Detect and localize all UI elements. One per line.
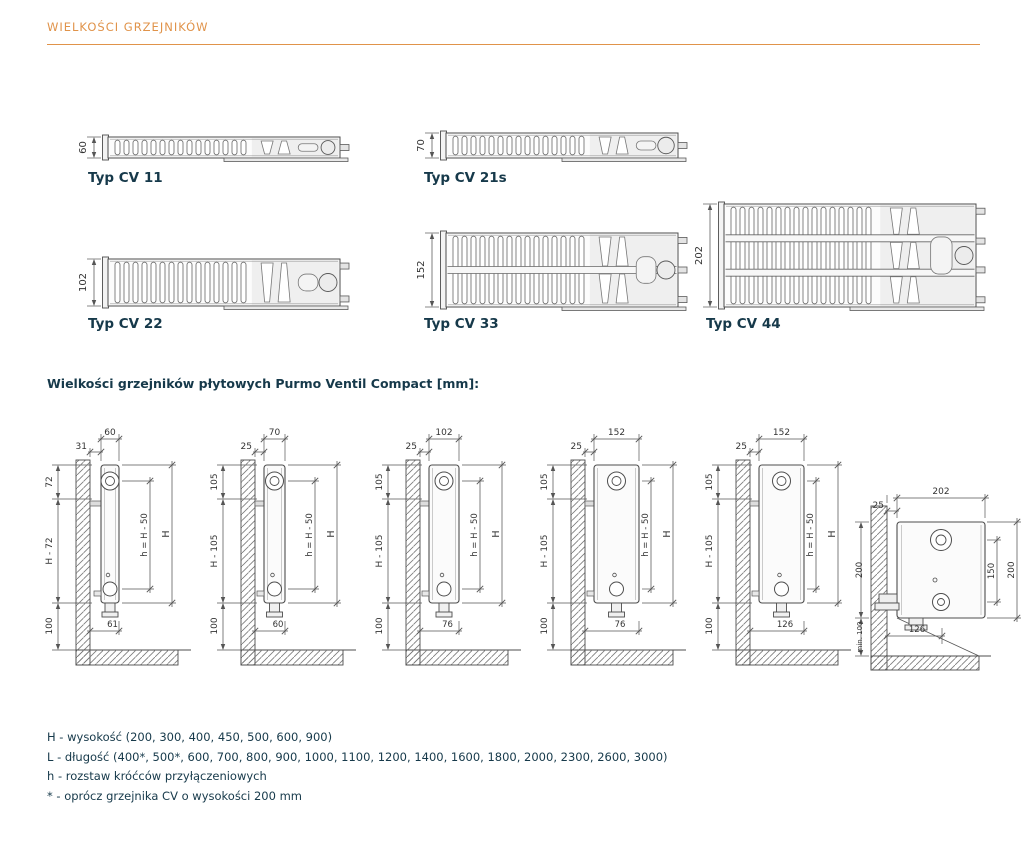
convector-fin <box>241 262 246 303</box>
connection-circle <box>657 261 675 279</box>
title-rule <box>47 44 980 45</box>
cross-section-cv11 <box>72 131 356 168</box>
dim-label: 150 <box>987 562 997 580</box>
top-connection-circle <box>608 472 626 490</box>
convector-fin <box>151 140 156 155</box>
dim-label: H - 105 <box>375 534 385 568</box>
dim-arrow <box>221 465 225 471</box>
return-stub <box>257 591 264 596</box>
dim-label: H <box>662 530 673 538</box>
dim-label: 152 <box>607 428 626 438</box>
dim-label: 25 <box>872 501 884 511</box>
dim-arrow <box>716 644 720 650</box>
valve-body <box>879 594 897 603</box>
legend <box>47 728 668 806</box>
dim-arrow <box>221 644 225 650</box>
convector-fin <box>776 207 781 304</box>
convector-fin <box>579 136 584 155</box>
convector-fin <box>223 140 228 155</box>
hub-shape <box>298 274 318 291</box>
wall-bracket <box>750 501 759 506</box>
dim-arrow <box>716 465 720 471</box>
convector-fin <box>471 136 476 155</box>
convector-fin <box>516 136 521 155</box>
wall-bracket <box>585 501 594 506</box>
wall-hatch <box>76 460 90 665</box>
type-label-cv33: Typ CV 33 <box>424 316 499 332</box>
dim-arrow <box>708 301 712 307</box>
dim-label: 100 <box>45 617 55 635</box>
dim-label: 72 <box>45 476 55 488</box>
dim-arrow <box>386 493 390 499</box>
wall-hatch <box>571 460 585 665</box>
convector-fin <box>489 136 494 155</box>
dim-arrow <box>56 597 60 603</box>
legend-line-asterisk: * - oprócz grzejnika CV o wysokości 200 mm <box>47 788 302 803</box>
dim-arrow <box>92 259 96 265</box>
legend-line-height: H - wysokość (200, 300, 400, 450, 500, 600, 900) <box>47 730 333 744</box>
dim-label: 60 <box>272 620 284 630</box>
dim-label: h = H - 50 <box>305 513 315 557</box>
convector-fin <box>866 207 871 304</box>
top-connection-circle <box>101 472 119 490</box>
convector-fin <box>187 262 192 303</box>
convector-fin <box>115 140 120 155</box>
dim-label: 70 <box>416 139 427 152</box>
top-connection-circle <box>266 472 284 490</box>
convector-fin <box>525 136 530 155</box>
floor-hatch <box>571 650 673 665</box>
return-stub <box>752 591 759 596</box>
dim-label: H - 72 <box>45 537 55 565</box>
dim-arrow <box>56 603 60 609</box>
wall-hatch <box>736 460 750 665</box>
convector-fin <box>133 262 138 303</box>
type-label-cv44: Typ CV 44 <box>706 316 781 332</box>
dim-arrow <box>551 499 555 505</box>
dim-label: 105 <box>705 473 715 491</box>
hub-shape <box>931 237 952 274</box>
convector-fin <box>552 136 557 155</box>
hub-shape <box>636 141 656 150</box>
dim-label: 152 <box>416 260 427 280</box>
side-view-drawing-cv21s <box>203 423 368 673</box>
valve-base <box>436 612 452 617</box>
dim-label: H <box>326 530 337 538</box>
dim-label: H <box>491 530 502 538</box>
convector-fin <box>124 140 129 155</box>
connection-tab <box>678 237 687 243</box>
side-view-cv44 <box>698 423 863 673</box>
dim-arrow <box>551 465 555 471</box>
dim-label: h = H - 50 <box>641 513 651 557</box>
dim-arrow <box>221 597 225 603</box>
side-view-cv21s <box>203 423 368 673</box>
dim-label: 202 <box>932 487 950 497</box>
convector-fin <box>205 262 210 303</box>
dim-label: 100 <box>210 617 220 635</box>
page-title: WIELKOŚCI GRZEJNIKÓW <box>47 20 209 34</box>
dim-label: H - 105 <box>540 534 550 568</box>
connection-tab <box>678 267 687 273</box>
dim-label: 200 <box>1007 561 1017 579</box>
convector-fin <box>839 207 844 304</box>
convector-fin <box>821 207 826 304</box>
convector-fin <box>196 262 201 303</box>
connection-tab <box>976 238 985 244</box>
valve-base <box>609 612 625 617</box>
dim-arrow <box>386 597 390 603</box>
cross-section-drawing-cv44 <box>688 198 992 317</box>
wall-bracket <box>420 501 429 506</box>
dim-arrow <box>716 603 720 609</box>
dim-label: 105 <box>540 473 550 491</box>
detail-view-drawing <box>851 470 1027 675</box>
dim-arrow <box>56 499 60 505</box>
cross-section-drawing-cv22 <box>72 253 356 316</box>
dim-arrow <box>430 301 434 307</box>
dim-arrow <box>430 233 434 239</box>
side-view-cv33 <box>533 423 698 673</box>
dim-label: h = H - 50 <box>806 513 816 557</box>
dim-label: 76 <box>442 620 453 630</box>
dim-arrow <box>386 603 390 609</box>
dim-label: 152 <box>772 428 791 438</box>
bottom-plate <box>562 307 686 311</box>
valve-base <box>267 612 283 617</box>
wall-hatch <box>406 460 420 665</box>
cross-section-cv22 <box>72 253 356 316</box>
convector-fin <box>534 136 539 155</box>
dim-label: 76 <box>614 620 626 630</box>
side-view-cv22 <box>368 423 533 673</box>
dim-label: 126 <box>908 625 926 635</box>
wall-hatch <box>241 460 255 665</box>
convector-fin <box>115 262 120 303</box>
bottom-connection-circle <box>775 582 789 596</box>
return-stub <box>587 591 594 596</box>
connection-circle <box>321 141 335 155</box>
dim-arrow <box>56 465 60 471</box>
dim-arrow <box>386 499 390 505</box>
wall-bracket <box>255 501 264 506</box>
dim-arrow <box>551 597 555 603</box>
convector-fin <box>169 140 174 155</box>
convector-fin <box>187 140 192 155</box>
top-connection-circle <box>435 472 453 490</box>
convector-fin <box>160 140 165 155</box>
convector-fin <box>830 207 835 304</box>
cross-section-cv44 <box>688 198 992 317</box>
dim-arrow <box>551 644 555 650</box>
legend-line-pipe-spacing: h - rozstaw króćców przyłączeniowych <box>47 769 267 783</box>
side-view-drawing-cv11 <box>38 423 203 673</box>
foot-bracket <box>909 618 923 625</box>
convector-fin <box>232 140 237 155</box>
side-view-drawing-cv33 <box>533 423 698 673</box>
convector-fin <box>785 207 790 304</box>
convector-fin <box>507 136 512 155</box>
dim-label: 25 <box>735 442 747 452</box>
dim-arrow <box>92 137 96 143</box>
dim-arrow <box>386 644 390 650</box>
floor-hatch <box>241 650 343 665</box>
top-connection-circle <box>931 530 952 551</box>
cross-section-drawing-cv11 <box>72 131 356 168</box>
dim-label: min. 100 <box>856 621 864 653</box>
bottom-plate <box>850 307 984 311</box>
wall-hatch <box>871 506 887 670</box>
dim-label: 200 <box>855 561 865 579</box>
bottom-plate <box>224 158 348 162</box>
convector-fin <box>241 140 246 155</box>
convector-fin <box>498 136 503 155</box>
dim-arrow <box>221 493 225 499</box>
dim-label: H <box>827 530 838 538</box>
convector-fin <box>214 262 219 303</box>
dim-label: 100 <box>375 617 385 635</box>
floor-hatch <box>76 650 178 665</box>
bottom-connection-circle <box>610 582 624 596</box>
floor-hatch <box>406 650 508 665</box>
valve-base <box>102 612 118 617</box>
dim-arrow <box>716 597 720 603</box>
dim-label: H <box>161 530 172 538</box>
dim-label: 60 <box>78 141 89 154</box>
hub-shape <box>636 257 656 284</box>
connection-tab <box>976 267 985 273</box>
dim-arrow <box>56 644 60 650</box>
dim-label: 25 <box>405 442 417 452</box>
top-connection-circle <box>773 472 791 490</box>
convector-fin <box>803 207 808 304</box>
dim-label: 100 <box>540 617 550 635</box>
convector-fin <box>142 140 147 155</box>
convector-fin <box>857 207 862 304</box>
dim-label: 102 <box>435 428 453 438</box>
floor-hatch <box>736 650 838 665</box>
convector-fin <box>749 207 754 304</box>
dim-arrow <box>221 499 225 505</box>
convector-fin <box>232 262 237 303</box>
dim-label: h = H - 50 <box>140 513 150 557</box>
dim-arrow <box>859 522 863 528</box>
detail-view-low-radiator <box>851 470 1027 675</box>
dim-arrow <box>92 300 96 306</box>
connection-tab <box>678 297 687 303</box>
dim-arrow <box>551 603 555 609</box>
dim-arrow <box>716 493 720 499</box>
convector-fin <box>543 136 548 155</box>
return-stub <box>94 591 101 596</box>
dim-label: H - 105 <box>210 534 220 568</box>
hub-shape <box>298 144 318 152</box>
convector-fin <box>178 262 183 303</box>
section-heading: Wielkości grzejników płytowych Purmo Ventil Compact [mm]: <box>47 376 480 391</box>
dim-arrow <box>430 133 434 139</box>
floor-hatch <box>871 656 979 670</box>
convector-fin <box>151 262 156 303</box>
convector-fin <box>462 136 467 155</box>
dim-label: 25 <box>240 442 252 452</box>
dim-arrow <box>221 603 225 609</box>
bottom-connection-circle <box>933 594 950 611</box>
dim-arrow <box>386 465 390 471</box>
bottom-plate <box>224 306 348 310</box>
convector-fin <box>453 136 458 155</box>
convector-fin <box>758 207 763 304</box>
dim-arrow <box>92 152 96 158</box>
dim-label: 61 <box>107 620 118 630</box>
type-label-cv21s: Typ CV 21s <box>424 170 507 186</box>
connection-circle <box>955 247 973 265</box>
convector-fin <box>214 140 219 155</box>
convector-fin <box>812 207 817 304</box>
convector-fin <box>160 262 165 303</box>
connection-tab <box>340 263 349 269</box>
convector-fin <box>223 262 228 303</box>
convector-fin <box>561 136 566 155</box>
connection-tab <box>340 145 349 151</box>
dim-arrow <box>430 152 434 158</box>
dim-arrow <box>708 204 712 210</box>
dim-arrow <box>716 499 720 505</box>
dim-label: 70 <box>268 428 281 438</box>
dim-label: 31 <box>75 442 87 452</box>
convector-fin <box>124 262 129 303</box>
connection-tab <box>976 208 985 214</box>
bottom-connection-circle <box>268 582 282 596</box>
convector-fin <box>570 136 575 155</box>
dim-label: 100 <box>705 617 715 635</box>
convector-fin <box>142 262 147 303</box>
dim-arrow <box>56 493 60 499</box>
connection-tab <box>340 296 349 302</box>
valve-base <box>875 603 899 610</box>
valve-base <box>774 612 790 617</box>
type-label-cv11: Typ CV 11 <box>88 170 163 186</box>
dim-label: 60 <box>104 428 116 438</box>
convector-fin <box>205 140 210 155</box>
convector-fin <box>767 207 772 304</box>
bottom-connection-circle <box>103 582 117 596</box>
convector-fin <box>731 207 736 304</box>
side-view-drawing-cv44 <box>698 423 863 673</box>
convector-fin <box>133 140 138 155</box>
return-stub <box>422 591 429 596</box>
dim-label: 105 <box>210 473 220 491</box>
connection-tab <box>976 297 985 303</box>
dim-label: 126 <box>776 620 794 630</box>
dim-label: h = H - 50 <box>470 513 480 557</box>
type-label-cv22: Typ CV 22 <box>88 316 163 332</box>
bottom-connection-circle <box>437 582 451 596</box>
convector-fin <box>480 136 485 155</box>
convector-fin <box>196 140 201 155</box>
convector-fin <box>178 140 183 155</box>
connection-circle <box>319 274 337 292</box>
cross-section-cv33 <box>410 227 694 317</box>
legend-line-length: L - długość (400*, 500*, 600, 700, 800, 900, 1000, 1100, 1200, 1400, 1600, 1800, 2000, 2300, 2600, 3000) <box>47 749 668 764</box>
dim-label: 202 <box>694 245 705 266</box>
bottom-plate <box>562 158 686 162</box>
convector-fin <box>740 207 745 304</box>
wall-bracket <box>90 501 101 506</box>
side-view-drawing-cv22 <box>368 423 533 673</box>
connection-circle <box>658 137 675 154</box>
dim-label: H - 105 <box>705 534 715 568</box>
cross-section-drawing-cv33 <box>410 227 694 317</box>
convector-fin <box>794 207 799 304</box>
convector-fin <box>169 262 174 303</box>
connection-tab <box>678 143 687 149</box>
convector-fin <box>848 207 853 304</box>
dim-label: 105 <box>375 473 385 491</box>
dim-arrow <box>551 493 555 499</box>
cross-section-cv21s <box>410 127 694 168</box>
cross-section-drawing-cv21s <box>410 127 694 168</box>
dim-label: 25 <box>570 442 582 452</box>
side-view-cv11 <box>38 423 203 673</box>
dim-arrow <box>859 612 863 618</box>
dim-label: 102 <box>78 272 89 293</box>
